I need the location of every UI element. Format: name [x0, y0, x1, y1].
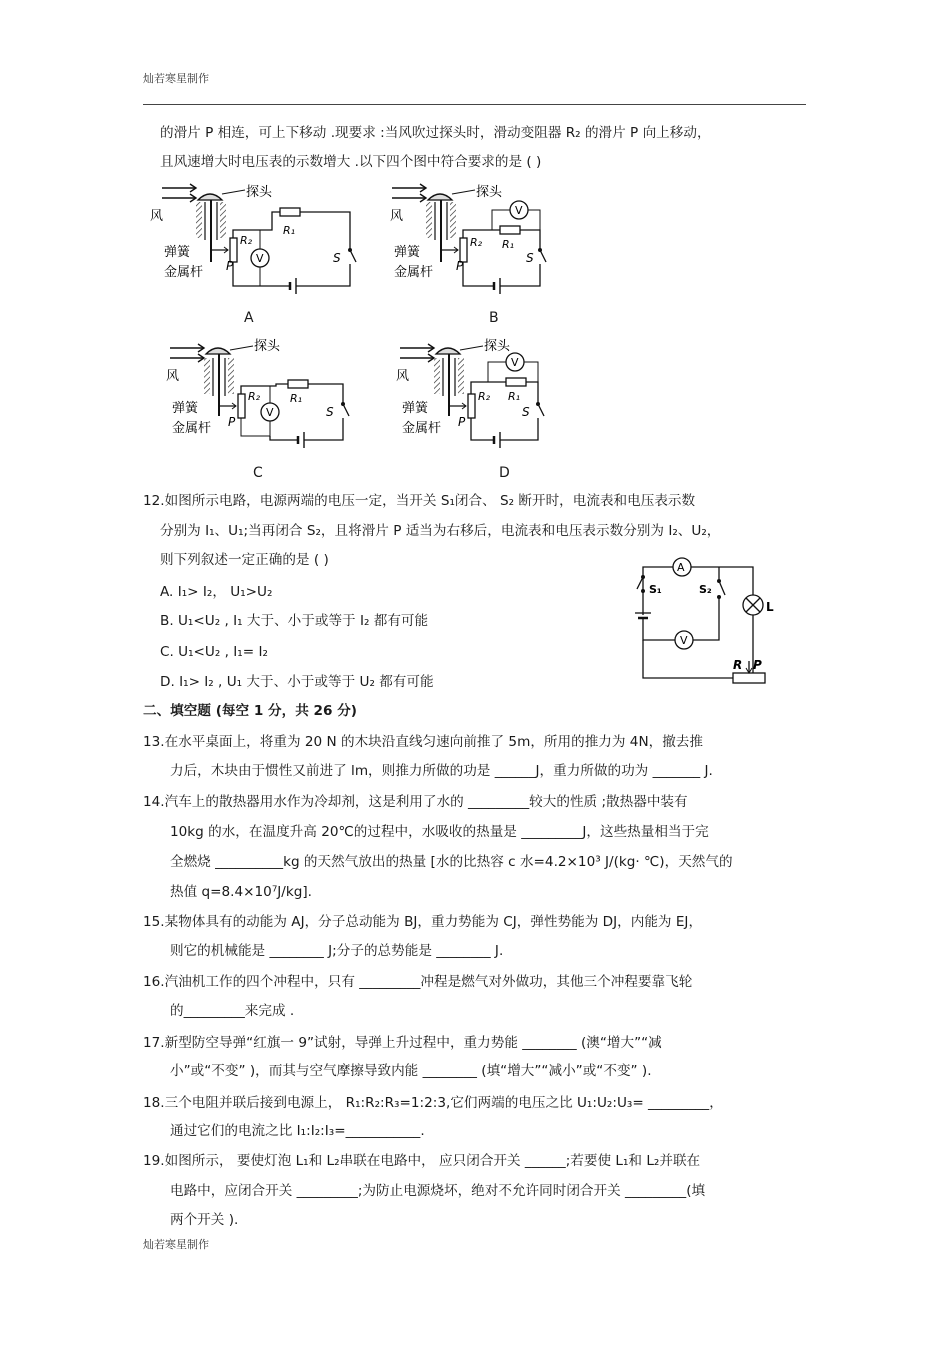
svg-text:S: S — [333, 251, 341, 265]
svg-text:V: V — [680, 634, 688, 647]
svg-text:P: P — [458, 415, 466, 429]
svg-text:风: 风 — [390, 209, 404, 224]
wind-label: 风 — [150, 209, 164, 224]
q15-line2: 则它的机械能是 ________ J;分子的总势能是 ________ J. — [170, 943, 504, 959]
svg-text:探头: 探头 — [254, 339, 281, 354]
q14-line4: 热值 q=8.4×10⁷J/kg]. — [170, 884, 312, 900]
svg-text:弹簧: 弹簧 — [164, 245, 191, 260]
q17-line2: 小”或“不变” )，而其与空气摩擦导致内能 ________ (填“增大”“减小”或“不变” ). — [170, 1063, 652, 1079]
header-rule — [143, 104, 806, 105]
diagram-c — [166, 338, 349, 448]
svg-text:R₂: R₂ — [240, 234, 253, 247]
svg-text:S₂: S₂ — [699, 583, 712, 596]
svg-text:L: L — [766, 600, 774, 614]
q12-line1: 12.如图所示电路，电源两端的电压一定，当开关 S₁闭合、 S₂ 断开时，电流表和电压表示数 — [143, 493, 696, 509]
svg-text:P: P — [226, 259, 234, 273]
q16-line2: 的_________来完成 . — [170, 1003, 295, 1019]
svg-text:V: V — [256, 252, 264, 265]
diagram-d — [396, 338, 544, 448]
svg-text:弹簧: 弹簧 — [402, 401, 429, 416]
q19-line3: 两个开关 ). — [170, 1212, 239, 1228]
q18-line2: 通过它们的电流之比 I₁:I₂:I₃=___________. — [170, 1123, 425, 1139]
svg-text:R₁: R₁ — [508, 390, 521, 403]
caption-d: D — [499, 465, 510, 481]
q14-line3: 全燃烧 __________kg 的天然气放出的热量 [水的比热容 c 水=4.2×10³ J/(kg· ℃)，天然气的 — [170, 854, 733, 870]
q12-line3: 则下列叙述一定正确的是 ( ) — [160, 552, 329, 568]
svg-text:探头: 探头 — [246, 185, 273, 200]
caption-c: C — [253, 465, 263, 481]
q11-line2: 且风速增大时电压表的示数增大 .以下四个图中符合要求的是 ( ) — [160, 154, 542, 170]
q14-line1: 14.汽车上的散热器用水作为冷却剂，这是利用了水的 _________较大的性质 ;散热器中装有 — [143, 794, 688, 810]
svg-text:R₂: R₂ — [478, 390, 491, 403]
svg-text:风: 风 — [396, 369, 410, 384]
page-footer: 灿若寒星制作 — [143, 1238, 209, 1251]
svg-text:R₂: R₂ — [470, 236, 483, 249]
svg-text:金属杆: 金属杆 — [394, 265, 434, 280]
q19-line2: 电路中，应闭合开关 _________;为防止电源烧坏，绝对不允许同时闭合开关 _________(填 — [170, 1183, 706, 1199]
page-header: 灿若寒星制作 — [143, 72, 209, 85]
svg-text:金属杆: 金属杆 — [164, 265, 204, 280]
svg-text:探头: 探头 — [484, 339, 511, 354]
svg-text:P: P — [753, 658, 762, 672]
svg-text:风: 风 — [166, 369, 180, 384]
diagram-b — [390, 184, 546, 294]
q13-line2: 力后，木块由于惯性又前进了 lm，则推力所做的功是 ______J，重力所做的功为 _______ J. — [170, 763, 713, 779]
q12-option-d: D. I₁> I₂ , U₁ 大于、小于或等于 U₂ 都有可能 — [160, 674, 434, 690]
diagram-a — [150, 184, 356, 294]
svg-text:R₁: R₁ — [283, 224, 296, 237]
svg-text:A: A — [677, 561, 685, 574]
q19-line1: 19.如图所示， 要使灯泡 L₁和 L₂串联在电路中， 应只闭合开关 ______;若要使 L₁和 L₂并联在 — [143, 1153, 701, 1169]
svg-text:V: V — [515, 204, 523, 217]
svg-text:S: S — [326, 405, 334, 419]
svg-text:R₁: R₁ — [290, 392, 303, 405]
svg-text:R: R — [733, 658, 743, 672]
q18-line1: 18.三个电阻并联后接到电源上， R₁:R₂:R₃=1:2:3,它们两端的电压之比 U₁:U₂:U₃= _________， — [143, 1095, 723, 1111]
svg-text:金属杆: 金属杆 — [172, 421, 212, 436]
svg-text:S: S — [526, 251, 534, 265]
caption-b: B — [489, 310, 499, 326]
svg-text:弹簧: 弹簧 — [394, 245, 421, 260]
svg-text:V: V — [266, 406, 274, 419]
svg-text:弹簧: 弹簧 — [172, 401, 199, 416]
q17-line1: 17.新型防空导弹“红旗一 9”试射，导弹上升过程中，重力势能 ________ (澳“增大”“减 — [143, 1035, 662, 1051]
svg-text:R₂: R₂ — [248, 390, 261, 403]
q16-line1: 16.汽油机工作的四个冲程中，只有 _________冲程是燃气对外做功，其他三个冲程要靠飞轮 — [143, 974, 693, 990]
svg-text:探头: 探头 — [476, 185, 503, 200]
q13-line1: 13.在水平桌面上，将重为 20 N 的木块沿直线匀速向前推了 5m，所用的推力为 4N，撤去推 — [143, 734, 703, 750]
q15-line1: 15.某物体具有的动能为 AJ，分子总动能为 BJ，重力势能为 CJ，弹性势能为 DJ，内能为 EJ， — [143, 914, 703, 930]
q12-line2: 分别为 I₁、U₁;当再闭合 S₂，且将滑片 P 适当为右移后，电流表和电压表示数分别为 I₂、U₂， — [160, 523, 721, 539]
q12-option-a: A. I₁> I₂， U₁>U₂ — [160, 584, 273, 600]
q11-diagrams — [150, 178, 570, 478]
svg-text:P: P — [228, 415, 236, 429]
q14-line2: 10kg 的水，在温度升高 20℃的过程中，水吸收的热量是 _________J，这些热量相当于完 — [170, 824, 709, 840]
q11-line1: 的滑片 P 相连，可上下移动 .现要求 :当风吹过探头时，滑动变阻器 R₂ 的滑片 P 向上移动， — [160, 125, 711, 141]
svg-text:S₁: S₁ — [649, 583, 662, 596]
svg-text:R₁: R₁ — [502, 238, 515, 251]
svg-text:P: P — [456, 259, 464, 273]
q12-option-b: B. U₁<U₂ , I₁ 大于、小于或等于 I₂ 都有可能 — [160, 613, 429, 629]
q12-option-c: C. U₁<U₂ , I₁= I₂ — [160, 644, 268, 660]
svg-text:金属杆: 金属杆 — [402, 421, 442, 436]
svg-text:S: S — [522, 405, 530, 419]
svg-text:V: V — [511, 356, 519, 369]
caption-a: A — [244, 310, 254, 326]
section-2-title: 二、填空题 (每空 1 分，共 26 分) — [143, 703, 357, 719]
q12-circuit-diagram — [625, 555, 785, 690]
